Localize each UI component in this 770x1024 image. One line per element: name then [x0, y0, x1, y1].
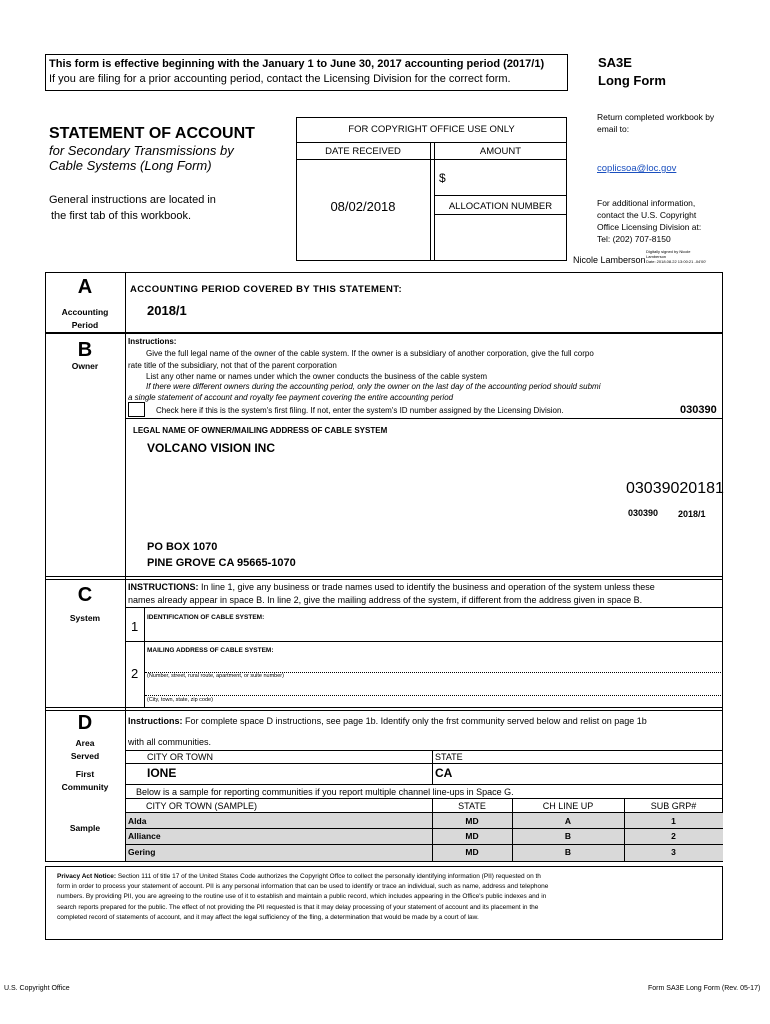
general-instructions-1: General instructions are located in: [49, 194, 216, 206]
title-sub-1: for Secondary Transmissions by: [49, 143, 234, 158]
sample-col-state: STATE: [458, 801, 486, 811]
mailing-address-street-input[interactable]: [145, 658, 721, 673]
sample-row-ch: A: [564, 816, 572, 826]
privacy-notice: Privacy Act Notice: Section 111 of title 17 of the United States Code authorizes the Copyright Offce to collect the personally identifying information (PII) requested on th form in order to process your statement of account. PII is any personal information that can be used to identify or trace an individual, such as name, address and telephone numbers. By providing PII, you are agreeing to the routine use of it to establish and maintain a public record, which includes appearing in the Office's public indexes and in search reports prepared for the public. The effect of not providing the PII requested is that it may delay processing of your statement of account and its placement in the completed record of statements of account, and it may affect the legal sufficiency of the fling, a determination that would be made by a court of law.: [57, 873, 549, 921]
section-b-instr-1: Give the full legal name of the owner of the cable system. If the owner is a subsidiary of another corporation, give the full corpo: [146, 349, 594, 358]
sample-note: Below is a sample for reporting communities if you report multiple channel line-ups in Space G.: [136, 787, 514, 797]
return-line-1: Return completed workbook by: [597, 112, 715, 122]
section-c-label: System: [69, 613, 101, 623]
section-b-instr-1b: rate title of the subsidiary, not that of the parent corporation: [128, 361, 337, 370]
section-a-label-1: Accounting: [61, 307, 109, 317]
identification-input[interactable]: [147, 623, 721, 639]
section-b-instr-3b: a single statement of account and royalty fee payment covering the entire accounting period: [128, 393, 454, 402]
sample-row-ch: B: [564, 847, 572, 857]
sample-col-city: CITY OR TOWN (SAMPLE): [146, 801, 258, 811]
section-d-label-4: Community: [61, 782, 109, 792]
info-line-2: contact the U.S. Copyright: [597, 210, 697, 220]
owner-code-id: 030390: [628, 508, 659, 518]
section-c-letter: C: [77, 584, 93, 606]
section-b-instructions-label: Instructions:: [128, 337, 177, 346]
state-label: STATE: [435, 752, 463, 762]
sample-row-state: MD: [465, 816, 479, 826]
city-label: CITY OR TOWN: [147, 752, 214, 762]
section-d-label-3: First: [75, 769, 95, 779]
section-c-instr-1: INSTRUCTIONS: In line 1, give any business or trade names used to identify the business and operation of the system unless these: [128, 582, 655, 592]
form-type: Long Form: [598, 73, 666, 88]
digital-signature-note: Digitally signed by Nicole Lamberson Date: 2018.08.22 13:00:21 -04'00': [646, 249, 707, 264]
section-d-label-1: Area: [75, 738, 95, 748]
first-community-state[interactable]: CA: [435, 766, 453, 780]
section-b-letter: B: [77, 339, 93, 361]
date-received-value: 08/02/2018: [330, 199, 396, 214]
first-filing-text: Check here if this is the system's first filing. If not, enter the system's ID number assigned by the Licensing Division.: [156, 406, 564, 415]
section-b-instr-3: If there were different owners during the accounting period, only the owner on the last day of the accounting period should submi: [146, 382, 601, 391]
form-code: SA3E: [598, 55, 632, 70]
mailing-address-city-input[interactable]: [145, 681, 721, 696]
line-2-number: 2: [131, 666, 139, 681]
date-received-label: DATE RECEIVED: [325, 146, 401, 157]
footer-right: Form SA3E Long Form (Rev. 05-17): [648, 985, 761, 992]
owner-code-period: 2018/1: [678, 509, 706, 519]
section-d-instr-2: with all communities.: [128, 737, 212, 747]
effective-line: This form is effective beginning with the January 1 to June 30, 2017 accounting period (2017/1): [49, 58, 545, 70]
section-a-letter: A: [77, 276, 93, 298]
owner-address-2[interactable]: PINE GROVE CA 95665-1070: [147, 557, 296, 569]
section-a-label-2: Period: [71, 320, 99, 330]
section-d-instr-1: Instructions: For complete space D instructions, see page 1b. Identify only the frst community served below and relist on page 1b: [128, 716, 647, 726]
first-filing-checkbox[interactable]: [128, 402, 145, 417]
line-1-number: 1: [131, 619, 139, 634]
sample-col-sub: SUB GRP#: [650, 801, 697, 811]
first-community-city[interactable]: IONE: [147, 766, 177, 780]
section-d-label-5: Sample: [69, 823, 101, 833]
sample-row-city: Gering: [128, 847, 156, 857]
signer-name: Nicole Lamberson: [573, 255, 646, 265]
section-b-instr-2: List any other name or names under which the owner conducts the business of the cable system: [146, 372, 488, 381]
sample-row-sub: 1: [671, 816, 676, 826]
identification-label: IDENTIFICATION OF CABLE SYSTEM:: [147, 614, 265, 621]
sample-col-ch: CH LINE UP: [542, 801, 594, 811]
section-d-letter: D: [77, 712, 93, 734]
sample-row-city: Alliance: [128, 831, 161, 841]
sample-row-sub: 2: [671, 831, 676, 841]
sample-row-state: MD: [465, 831, 479, 841]
page-title: STATEMENT OF ACCOUNT: [49, 125, 255, 142]
info-line-4: Tel: (202) 707-8150: [597, 234, 671, 244]
section-d-label-2: Served: [70, 751, 100, 761]
email-link[interactable]: coplicsoa@loc.gov: [597, 163, 677, 174]
legal-name-heading: LEGAL NAME OF OWNER/MAILING ADDRESS OF CABLE SYSTEM: [133, 426, 388, 435]
owner-name[interactable]: VOLCANO VISION INC: [147, 441, 276, 455]
general-instructions-2: the first tab of this workbook.: [51, 210, 192, 222]
title-sub-2: Cable Systems (Long Form): [49, 158, 212, 173]
section-b-label: Owner: [71, 361, 99, 371]
info-line-3: Office Licensing Division at:: [597, 222, 702, 232]
return-line-2: email to:: [597, 124, 630, 134]
sample-row-sub: 3: [671, 847, 676, 857]
section-a-heading: ACCOUNTING PERIOD COVERED BY THIS STATEMENT:: [130, 284, 403, 295]
mailing-address-label: MAILING ADDRESS OF CABLE SYSTEM:: [147, 647, 274, 654]
sample-row-ch: B: [564, 831, 572, 841]
city-hint: (City, town, state, zip code): [147, 697, 213, 703]
office-use-box: [296, 117, 567, 261]
street-hint: (Number, street, rural route, apartment, or suite number): [147, 673, 284, 679]
accounting-period-value[interactable]: 2018/1: [147, 303, 187, 318]
sample-row-state: MD: [465, 847, 479, 857]
sample-row-city: Alda: [128, 816, 147, 826]
allocation-number-label: ALLOCATION NUMBER: [448, 201, 553, 212]
amount-label: AMOUNT: [479, 146, 522, 157]
info-line-1: For additional information,: [597, 198, 696, 208]
system-id-value[interactable]: 030390: [680, 404, 717, 416]
owner-address-1[interactable]: PO BOX 1070: [147, 541, 218, 553]
amount-value[interactable]: $: [439, 171, 446, 185]
office-use-heading: FOR COPYRIGHT OFFICE USE ONLY: [348, 124, 515, 135]
owner-code: 03039020181: [626, 480, 724, 497]
footer-left: U.S. Copyright Office: [4, 985, 70, 992]
section-c-instr-2: names already appear in space B. In line 2, give the mailing address of the system, if different from the address given in space B.: [128, 595, 643, 605]
prior-period-line: If you are filing for a prior accounting period, contact the Licensing Division for the correct form.: [49, 73, 511, 85]
